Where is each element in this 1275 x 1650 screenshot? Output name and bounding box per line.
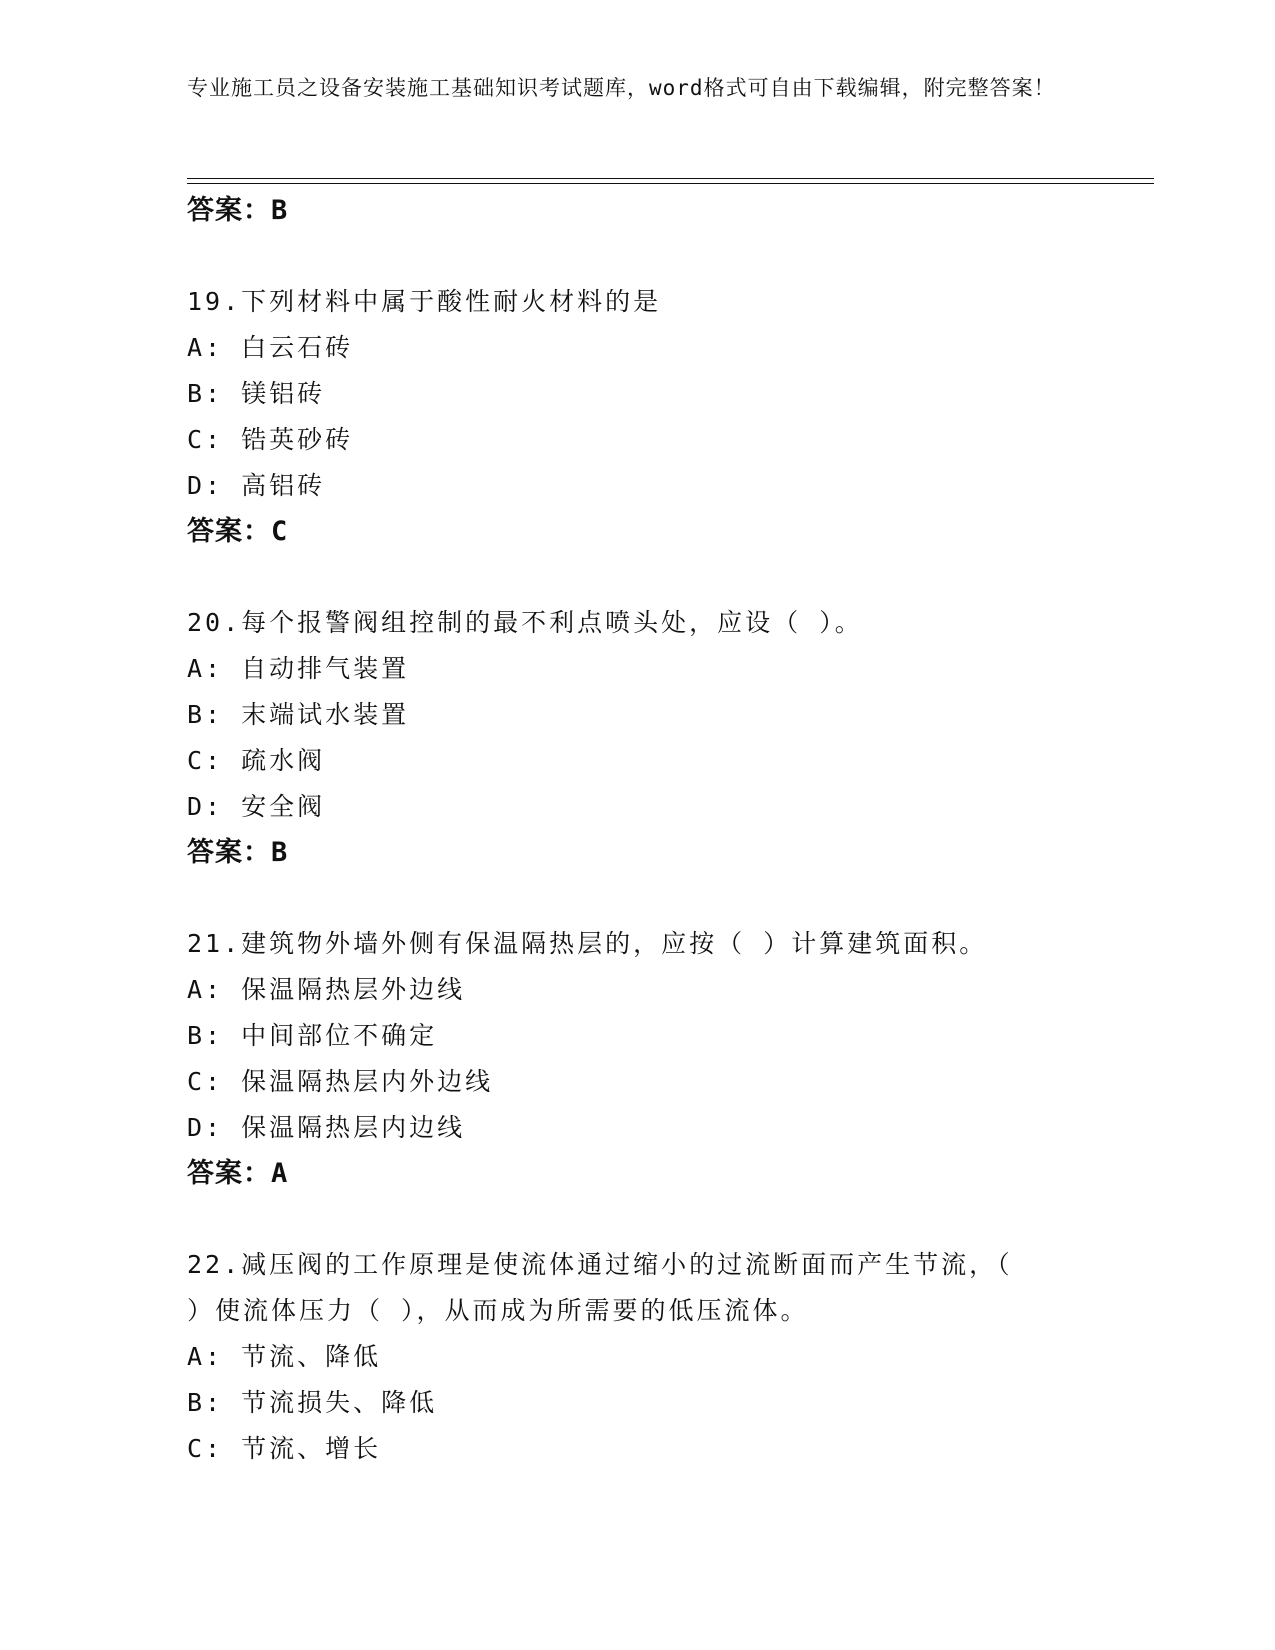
- option-d: D: 保温隔热层内边线: [187, 1113, 466, 1142]
- page-header: [187, 72, 1067, 105]
- spacer: [187, 234, 1087, 279]
- option-a: A: 白云石砖: [187, 333, 354, 362]
- answer-line: 答案：B: [187, 837, 289, 868]
- option-c: C: 锆英砂砖: [187, 425, 354, 454]
- answer-line: 答案：A: [187, 1158, 289, 1189]
- question-22: [187, 1242, 1087, 1472]
- option-a: A: 节流、降低: [187, 1342, 382, 1371]
- option-b: B: 节流损失、降低: [187, 1388, 438, 1417]
- option-d: D: 安全阀: [187, 792, 326, 821]
- option-b: B: 中间部位不确定: [187, 1021, 438, 1050]
- option-c: C: 疏水阀: [187, 746, 326, 775]
- question-text: 22.减压阀的工作原理是使流体通过缩小的过流断面而产生节流，（ ）使流体压力（ ），从而成为所需要的低压流体。: [187, 1250, 1013, 1325]
- question-text: 21.建筑物外墙外侧有保温隔热层的，应按（ ）计算建筑面积。: [187, 929, 988, 958]
- spacer: [187, 1197, 1087, 1242]
- spacer: [187, 876, 1087, 921]
- answer-line: 答案：C: [187, 516, 289, 547]
- question-21: [187, 921, 1087, 1197]
- question-20: [187, 600, 1087, 876]
- option-b: B: 镁铝砖: [187, 379, 326, 408]
- option-c: C: 保温隔热层内外边线: [187, 1067, 494, 1096]
- header-text: 专业施工员之设备安装施工基础知识考试题库，word格式可自由下载编辑，附完整答案！: [187, 76, 1056, 100]
- option-c: C: 节流、增长: [187, 1434, 382, 1463]
- question-text: 19.下列材料中属于酸性耐火材料的是: [187, 287, 662, 316]
- header-rule-top: [187, 178, 1154, 179]
- option-a: A: 自动排气装置: [187, 654, 410, 683]
- document-body: [187, 188, 1087, 1472]
- option-a: A: 保温隔热层外边线: [187, 975, 466, 1004]
- question-19: [187, 279, 1087, 555]
- option-b: B: 末端试水装置: [187, 700, 410, 729]
- option-d: D: 高铝砖: [187, 471, 326, 500]
- answer-line: 答案：B: [187, 195, 289, 226]
- spacer: [187, 555, 1087, 600]
- header-rule-bottom: [187, 183, 1154, 184]
- question-text: 20.每个报警阀组控制的最不利点喷头处，应设（ ）。: [187, 608, 863, 637]
